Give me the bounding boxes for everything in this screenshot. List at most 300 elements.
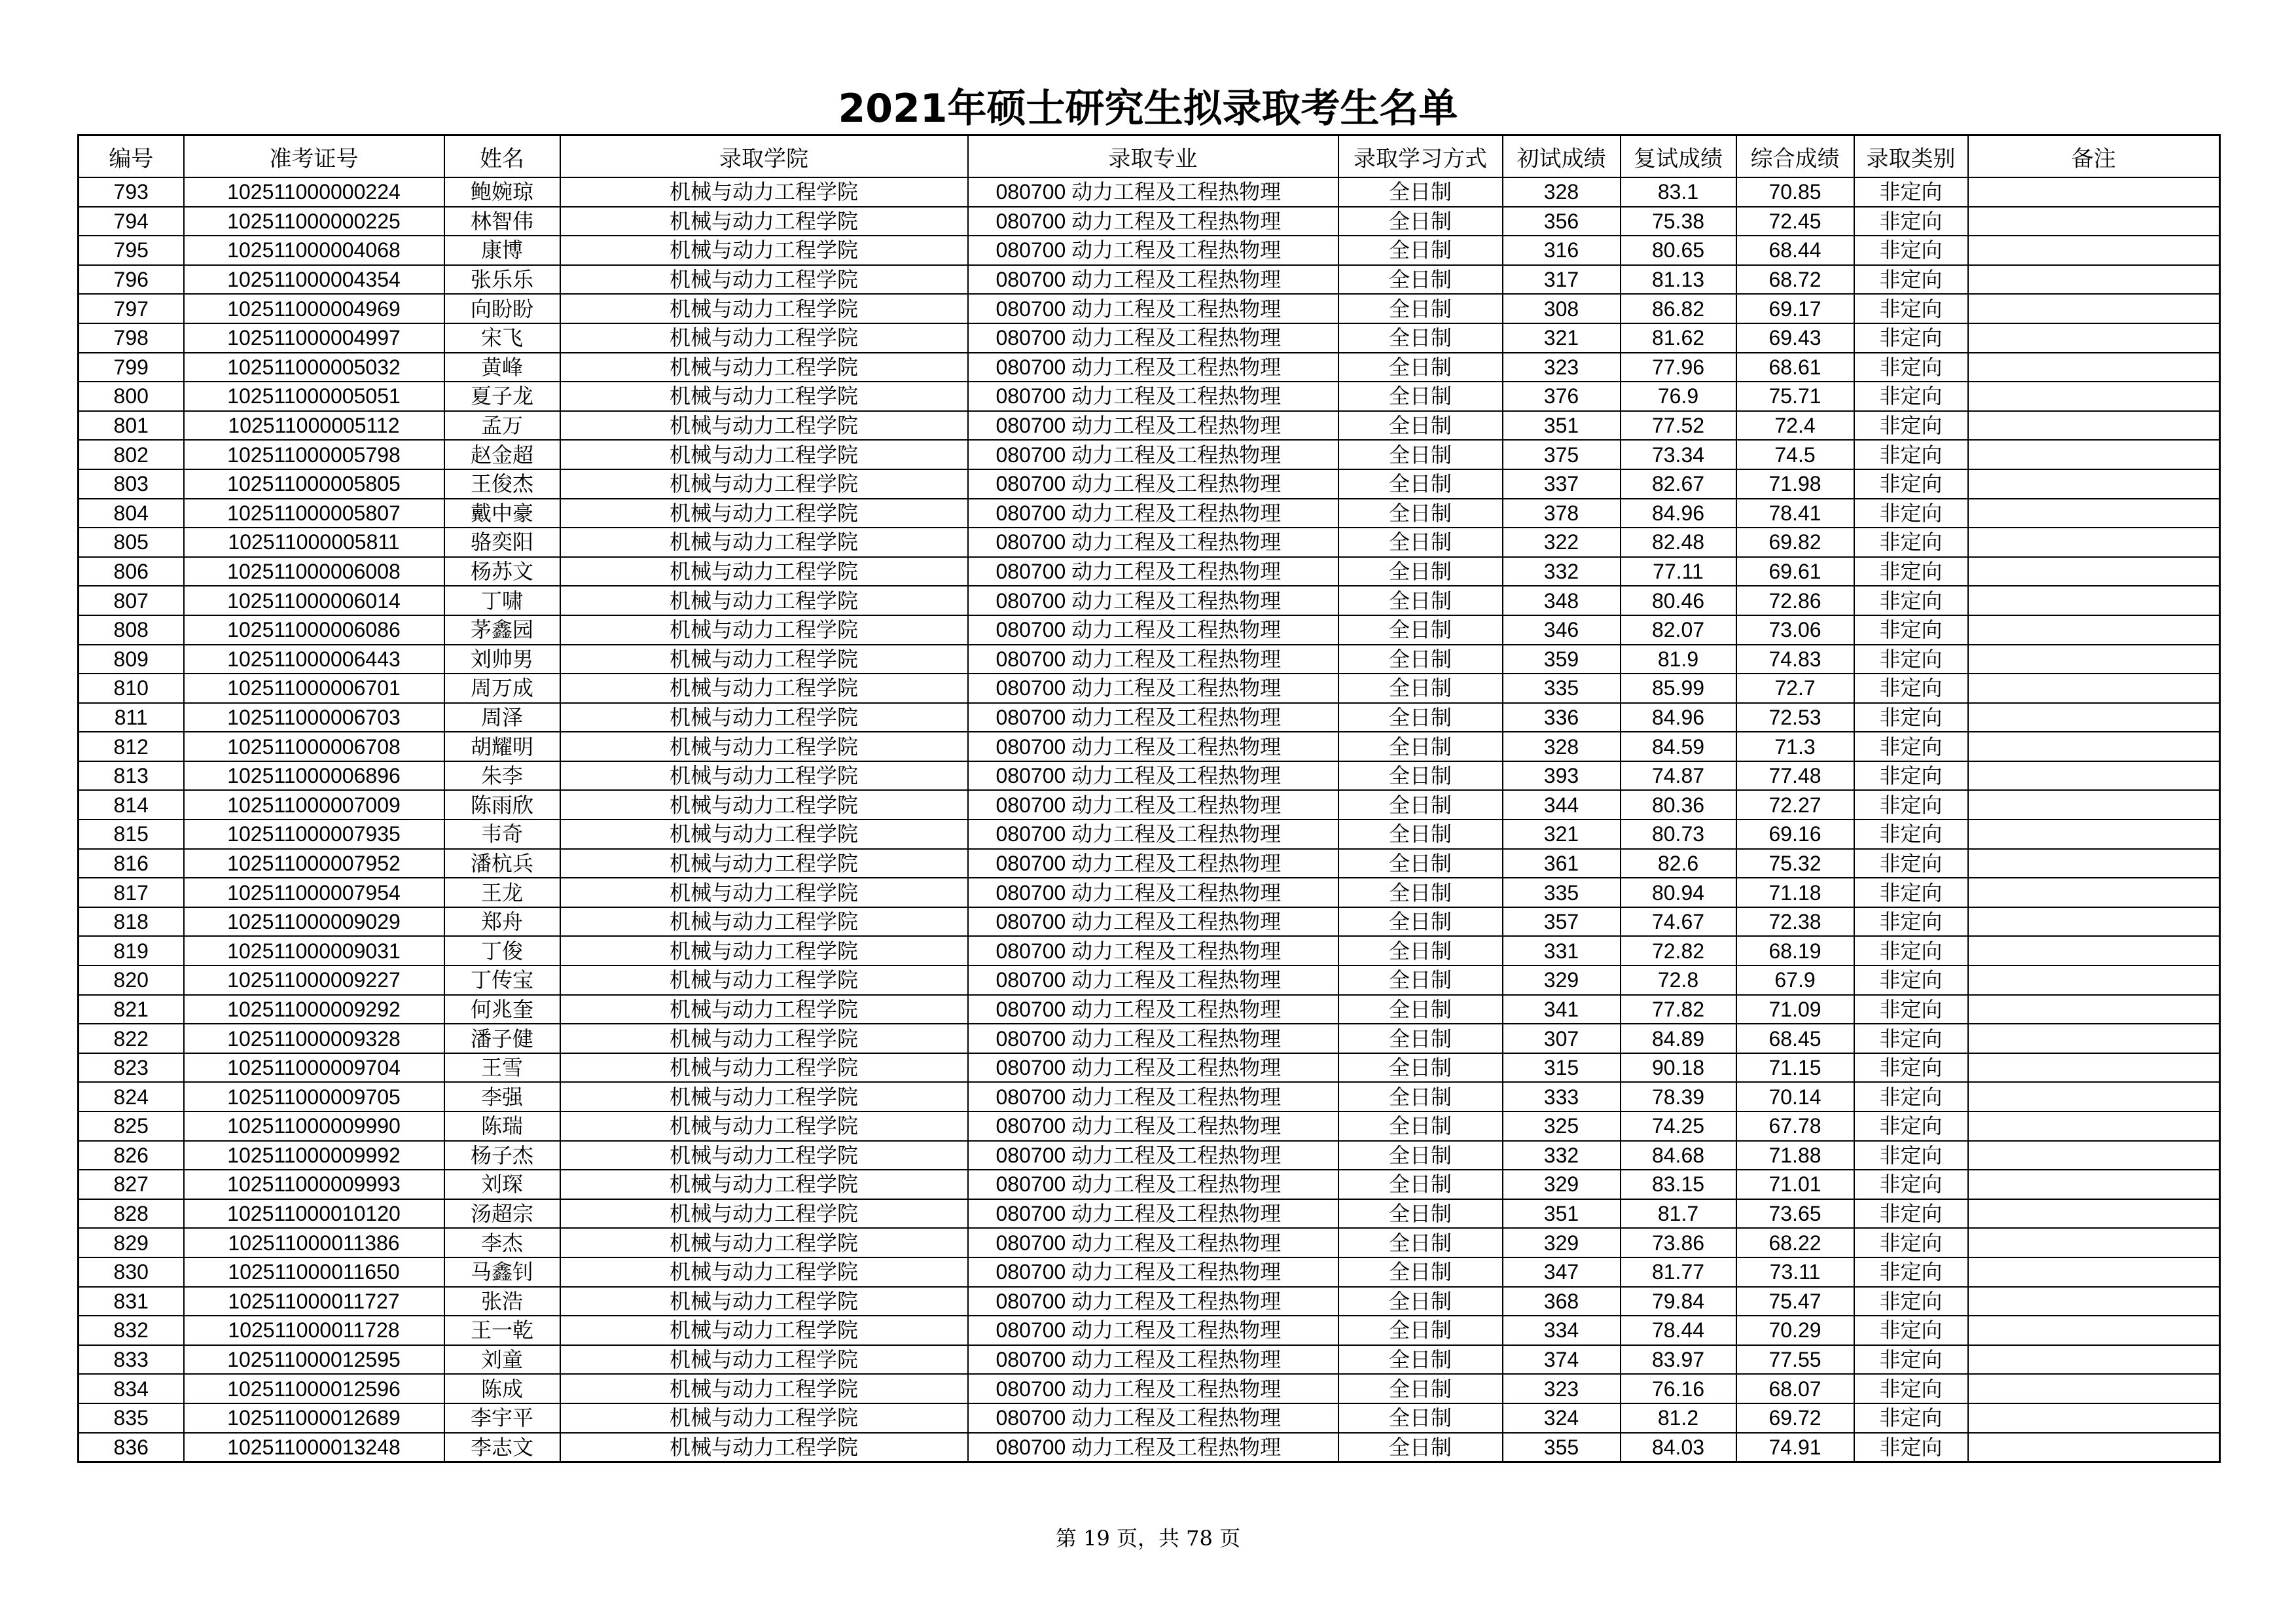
cell-category: 非定向 <box>1854 1199 1968 1229</box>
cell-exam-id: 102511000005051 <box>184 382 444 411</box>
major-code: 080700 <box>996 501 1066 525</box>
cell-total-score: 71.18 <box>1736 878 1854 907</box>
cell-total-score: 70.29 <box>1736 1316 1854 1345</box>
cell-number: 795 <box>79 236 184 265</box>
cell-total-score: 75.71 <box>1736 382 1854 411</box>
cell-exam-id: 102511000004068 <box>184 236 444 265</box>
cell-college: 机械与动力工程学院 <box>560 177 968 207</box>
cell-category: 非定向 <box>1854 1082 1968 1111</box>
cell-number: 816 <box>79 849 184 878</box>
cell-study-mode: 全日制 <box>1338 177 1503 207</box>
cell-exam-id: 102511000006014 <box>184 586 444 615</box>
cell-total-score: 72.7 <box>1736 674 1854 703</box>
cell-study-mode: 全日制 <box>1338 1053 1503 1083</box>
cell-initial-score: 334 <box>1503 1316 1621 1345</box>
cell-number: 825 <box>79 1111 184 1141</box>
cell-major <box>968 353 1338 382</box>
cell-total-score: 69.61 <box>1736 557 1854 586</box>
cell-category: 非定向 <box>1854 177 1968 207</box>
cell-remarks <box>1968 1199 2220 1229</box>
cell-major <box>968 761 1338 791</box>
cell-study-mode: 全日制 <box>1338 907 1503 937</box>
cell-category: 非定向 <box>1854 1374 1968 1403</box>
table-row <box>79 1111 2220 1141</box>
cell-category: 非定向 <box>1854 1053 1968 1083</box>
cell-exam-id: 102511000006086 <box>184 615 444 645</box>
cell-major <box>968 236 1338 265</box>
major-name: 动力工程及工程热物理 <box>1071 763 1282 789</box>
table-row <box>79 1053 2220 1083</box>
cell-name: 骆奕阳 <box>444 528 560 557</box>
cell-category: 非定向 <box>1854 353 1968 382</box>
cell-retest-score: 83.1 <box>1621 177 1736 207</box>
cell-total-score: 72.27 <box>1736 790 1854 820</box>
major-name: 动力工程及工程热物理 <box>1071 850 1282 876</box>
cell-remarks <box>1968 703 2220 732</box>
cell-total-score: 68.07 <box>1736 1374 1854 1403</box>
cell-name: 胡耀明 <box>444 732 560 761</box>
cell-exam-id: 102511000000225 <box>184 207 444 236</box>
major-name: 动力工程及工程热物理 <box>1071 442 1282 467</box>
cell-college: 机械与动力工程学院 <box>560 907 968 937</box>
major-name: 动力工程及工程热物理 <box>1071 530 1282 555</box>
col-header-total-score: 综合成绩 <box>1736 135 1854 178</box>
major-code: 080700 <box>996 297 1066 321</box>
cell-name: 王龙 <box>444 878 560 907</box>
cell-retest-score: 77.82 <box>1621 995 1736 1024</box>
major-code: 080700 <box>996 822 1066 846</box>
cell-remarks <box>1968 586 2220 615</box>
cell-remarks <box>1968 674 2220 703</box>
cell-name: 潘杭兵 <box>444 849 560 878</box>
major-name: 动力工程及工程热物理 <box>1071 1026 1282 1051</box>
cell-category: 非定向 <box>1854 499 1968 528</box>
cell-college: 机械与动力工程学院 <box>560 674 968 703</box>
cell-exam-id: 102511000006896 <box>184 761 444 791</box>
cell-category: 非定向 <box>1854 849 1968 878</box>
cell-number: 797 <box>79 294 184 323</box>
cell-remarks <box>1968 382 2220 411</box>
cell-college: 机械与动力工程学院 <box>560 1199 968 1229</box>
table-row <box>79 849 2220 878</box>
cell-major <box>968 645 1338 674</box>
col-header-retest-score: 复试成绩 <box>1621 135 1736 178</box>
cell-study-mode: 全日制 <box>1338 615 1503 645</box>
cell-study-mode: 全日制 <box>1338 382 1503 411</box>
cell-name: 韦奇 <box>444 820 560 849</box>
cell-initial-score: 374 <box>1503 1345 1621 1375</box>
table-body <box>79 177 2220 1462</box>
cell-college: 机械与动力工程学院 <box>560 645 968 674</box>
cell-name: 杨苏文 <box>444 557 560 586</box>
cell-exam-id: 102511000009029 <box>184 907 444 937</box>
cell-remarks <box>1968 353 2220 382</box>
cell-total-score: 74.83 <box>1736 645 1854 674</box>
table-row <box>79 761 2220 791</box>
cell-study-mode: 全日制 <box>1338 1374 1503 1403</box>
cell-study-mode: 全日制 <box>1338 207 1503 236</box>
major-name: 动力工程及工程热物理 <box>1071 1084 1282 1110</box>
major-code: 080700 <box>996 1172 1066 1197</box>
major-code: 080700 <box>996 1260 1066 1284</box>
cell-college: 机械与动力工程学院 <box>560 1111 968 1141</box>
cell-number: 827 <box>79 1170 184 1199</box>
cell-study-mode: 全日制 <box>1338 790 1503 820</box>
cell-initial-score: 325 <box>1503 1111 1621 1141</box>
cell-college: 机械与动力工程学院 <box>560 323 968 353</box>
cell-name: 鲍婉琼 <box>444 177 560 207</box>
cell-college: 机械与动力工程学院 <box>560 615 968 645</box>
cell-number: 796 <box>79 265 184 295</box>
cell-name: 茅鑫园 <box>444 615 560 645</box>
cell-college: 机械与动力工程学院 <box>560 207 968 236</box>
col-header-college: 录取学院 <box>560 135 968 178</box>
major-code: 080700 <box>996 1085 1066 1109</box>
cell-category: 非定向 <box>1854 703 1968 732</box>
cell-name: 王一乾 <box>444 1316 560 1345</box>
cell-category: 非定向 <box>1854 323 1968 353</box>
cell-college: 机械与动力工程学院 <box>560 469 968 499</box>
cell-initial-score: 393 <box>1503 761 1621 791</box>
major-code: 080700 <box>996 268 1066 292</box>
cell-major <box>968 1170 1338 1199</box>
major-name: 动力工程及工程热物理 <box>1071 559 1282 585</box>
cell-total-score: 68.72 <box>1736 265 1854 295</box>
cell-retest-score: 77.11 <box>1621 557 1736 586</box>
cell-remarks <box>1968 995 2220 1024</box>
cell-initial-score: 361 <box>1503 849 1621 878</box>
major-name: 动力工程及工程热物理 <box>1071 1172 1282 1197</box>
cell-college: 机械与动力工程学院 <box>560 820 968 849</box>
cell-remarks <box>1968 790 2220 820</box>
table-row <box>79 820 2220 849</box>
major-code: 080700 <box>996 997 1066 1021</box>
major-name: 动力工程及工程热物理 <box>1071 1201 1282 1227</box>
cell-college: 机械与动力工程学院 <box>560 965 968 995</box>
cell-exam-id: 102511000009990 <box>184 1111 444 1141</box>
cell-study-mode: 全日制 <box>1338 236 1503 265</box>
major-name: 动力工程及工程热物理 <box>1071 617 1282 643</box>
cell-category: 非定向 <box>1854 586 1968 615</box>
cell-initial-score: 357 <box>1503 907 1621 937</box>
cell-total-score: 75.32 <box>1736 849 1854 878</box>
cell-remarks <box>1968 1287 2220 1316</box>
cell-exam-id: 102511000000224 <box>184 177 444 207</box>
cell-study-mode: 全日制 <box>1338 411 1503 441</box>
cell-college: 机械与动力工程学院 <box>560 382 968 411</box>
major-name: 动力工程及工程热物理 <box>1071 646 1282 672</box>
cell-major <box>968 1199 1338 1229</box>
cell-remarks <box>1968 294 2220 323</box>
cell-retest-score: 85.99 <box>1621 674 1736 703</box>
cell-exam-id: 102511000005811 <box>184 528 444 557</box>
major-code: 080700 <box>996 1026 1066 1051</box>
cell-total-score: 72.53 <box>1736 703 1854 732</box>
cell-exam-id: 102511000006708 <box>184 732 444 761</box>
cell-total-score: 70.85 <box>1736 177 1854 207</box>
cell-total-score: 71.15 <box>1736 1053 1854 1083</box>
cell-initial-score: 321 <box>1503 820 1621 849</box>
cell-study-mode: 全日制 <box>1338 1433 1503 1462</box>
cell-study-mode: 全日制 <box>1338 1403 1503 1433</box>
admission-table <box>77 134 2221 1463</box>
table-row <box>79 1082 2220 1111</box>
cell-number: 823 <box>79 1053 184 1083</box>
cell-name: 李宇平 <box>444 1403 560 1433</box>
cell-exam-id: 102511000006443 <box>184 645 444 674</box>
cell-number: 793 <box>79 177 184 207</box>
table-row <box>79 645 2220 674</box>
cell-study-mode: 全日制 <box>1338 1287 1503 1316</box>
cell-study-mode: 全日制 <box>1338 1228 1503 1257</box>
cell-major <box>968 1024 1338 1053</box>
cell-major <box>968 382 1338 411</box>
cell-major <box>968 965 1338 995</box>
cell-remarks <box>1968 878 2220 907</box>
cell-retest-score: 74.87 <box>1621 761 1736 791</box>
cell-name: 孟万 <box>444 411 560 441</box>
cell-retest-score: 80.94 <box>1621 878 1736 907</box>
cell-initial-score: 332 <box>1503 1141 1621 1170</box>
major-code: 080700 <box>996 1114 1066 1138</box>
cell-total-score: 71.98 <box>1736 469 1854 499</box>
cell-study-mode: 全日制 <box>1338 849 1503 878</box>
cell-study-mode: 全日制 <box>1338 936 1503 965</box>
footer-current-page: 19 <box>1083 1526 1110 1551</box>
cell-initial-score: 324 <box>1503 1403 1621 1433</box>
cell-category: 非定向 <box>1854 382 1968 411</box>
cell-retest-score: 76.16 <box>1621 1374 1736 1403</box>
cell-study-mode: 全日制 <box>1338 557 1503 586</box>
table-header-row <box>79 135 2220 178</box>
cell-initial-score: 332 <box>1503 557 1621 586</box>
cell-major <box>968 820 1338 849</box>
cell-category: 非定向 <box>1854 440 1968 469</box>
cell-exam-id: 102511000004969 <box>184 294 444 323</box>
major-name: 动力工程及工程热物理 <box>1071 1055 1282 1081</box>
cell-study-mode: 全日制 <box>1338 995 1503 1024</box>
cell-study-mode: 全日制 <box>1338 645 1503 674</box>
major-code: 080700 <box>996 851 1066 875</box>
cell-remarks <box>1968 1170 2220 1199</box>
cell-retest-score: 72.82 <box>1621 936 1736 965</box>
cell-number: 811 <box>79 703 184 732</box>
cell-exam-id: 102511000011727 <box>184 1287 444 1316</box>
col-header-exam-id: 准考证号 <box>184 135 444 178</box>
cell-exam-id: 102511000009328 <box>184 1024 444 1053</box>
cell-remarks <box>1968 528 2220 557</box>
cell-number: 822 <box>79 1024 184 1053</box>
table-row <box>79 177 2220 207</box>
cell-college: 机械与动力工程学院 <box>560 878 968 907</box>
cell-remarks <box>1968 1403 2220 1433</box>
cell-name: 刘琛 <box>444 1170 560 1199</box>
cell-category: 非定向 <box>1854 1228 1968 1257</box>
table-row <box>79 528 2220 557</box>
cell-college: 机械与动力工程学院 <box>560 1024 968 1053</box>
cell-initial-score: 323 <box>1503 1374 1621 1403</box>
table-row <box>79 995 2220 1024</box>
major-code: 080700 <box>996 442 1066 467</box>
major-name: 动力工程及工程热物理 <box>1071 296 1282 321</box>
major-name: 动力工程及工程热物理 <box>1071 1113 1282 1139</box>
cell-category: 非定向 <box>1854 1403 1968 1433</box>
cell-retest-score: 80.73 <box>1621 820 1736 849</box>
cell-total-score: 69.16 <box>1736 820 1854 849</box>
major-code: 080700 <box>996 1318 1066 1343</box>
cell-number: 803 <box>79 469 184 499</box>
cell-name: 丁俊 <box>444 936 560 965</box>
major-name: 动力工程及工程热物理 <box>1071 238 1282 263</box>
cell-total-score: 71.88 <box>1736 1141 1854 1170</box>
cell-major <box>968 1316 1338 1345</box>
cell-college: 机械与动力工程学院 <box>560 265 968 295</box>
cell-total-score: 67.9 <box>1736 965 1854 995</box>
cell-college: 机械与动力工程学院 <box>560 849 968 878</box>
cell-number: 832 <box>79 1316 184 1345</box>
cell-remarks <box>1968 907 2220 937</box>
table-row <box>79 586 2220 615</box>
cell-retest-score: 82.67 <box>1621 469 1736 499</box>
cell-initial-score: 351 <box>1503 411 1621 441</box>
cell-category: 非定向 <box>1854 732 1968 761</box>
cell-study-mode: 全日制 <box>1338 703 1503 732</box>
cell-number: 817 <box>79 878 184 907</box>
cell-retest-score: 77.96 <box>1621 353 1736 382</box>
cell-initial-score: 321 <box>1503 323 1621 353</box>
cell-name: 朱李 <box>444 761 560 791</box>
cell-major <box>968 849 1338 878</box>
cell-total-score: 68.19 <box>1736 936 1854 965</box>
cell-name: 刘帅男 <box>444 645 560 674</box>
cell-remarks <box>1968 1433 2220 1462</box>
table-row <box>79 1433 2220 1462</box>
cell-study-mode: 全日制 <box>1338 1257 1503 1287</box>
cell-category: 非定向 <box>1854 528 1968 557</box>
cell-retest-score: 73.34 <box>1621 440 1736 469</box>
cell-retest-score: 83.97 <box>1621 1345 1736 1375</box>
major-code: 080700 <box>996 238 1066 262</box>
cell-major <box>968 1287 1338 1316</box>
cell-name: 王雪 <box>444 1053 560 1083</box>
cell-total-score: 70.14 <box>1736 1082 1854 1111</box>
cell-initial-score: 328 <box>1503 177 1621 207</box>
cell-name: 周泽 <box>444 703 560 732</box>
cell-major <box>968 265 1338 295</box>
table-row <box>79 382 2220 411</box>
cell-number: 821 <box>79 995 184 1024</box>
cell-exam-id: 102511000005805 <box>184 469 444 499</box>
table-row <box>79 732 2220 761</box>
cell-number: 801 <box>79 411 184 441</box>
cell-exam-id: 102511000004354 <box>184 265 444 295</box>
cell-total-score: 72.86 <box>1736 586 1854 615</box>
cell-exam-id: 102511000009992 <box>184 1141 444 1170</box>
cell-category: 非定向 <box>1854 207 1968 236</box>
cell-retest-score: 75.38 <box>1621 207 1736 236</box>
cell-retest-score: 73.86 <box>1621 1228 1736 1257</box>
cell-major <box>968 790 1338 820</box>
cell-initial-score: 376 <box>1503 382 1621 411</box>
cell-retest-score: 81.62 <box>1621 323 1736 353</box>
cell-college: 机械与动力工程学院 <box>560 557 968 586</box>
cell-initial-score: 359 <box>1503 645 1621 674</box>
cell-major <box>968 557 1338 586</box>
cell-number: 834 <box>79 1374 184 1403</box>
cell-study-mode: 全日制 <box>1338 353 1503 382</box>
cell-retest-score: 81.7 <box>1621 1199 1736 1229</box>
cell-total-score: 77.48 <box>1736 761 1854 791</box>
cell-total-score: 77.55 <box>1736 1345 1854 1375</box>
table-row <box>79 323 2220 353</box>
cell-study-mode: 全日制 <box>1338 1170 1503 1199</box>
cell-study-mode: 全日制 <box>1338 440 1503 469</box>
cell-initial-score: 348 <box>1503 586 1621 615</box>
cell-college: 机械与动力工程学院 <box>560 499 968 528</box>
major-code: 080700 <box>996 1056 1066 1080</box>
table-row <box>79 469 2220 499</box>
cell-exam-id: 102511000005112 <box>184 411 444 441</box>
table-row <box>79 1316 2220 1345</box>
major-name: 动力工程及工程热物理 <box>1071 208 1282 234</box>
cell-major <box>968 411 1338 441</box>
cell-initial-score: 316 <box>1503 236 1621 265</box>
cell-number: 802 <box>79 440 184 469</box>
cell-study-mode: 全日制 <box>1338 674 1503 703</box>
cell-major <box>968 615 1338 645</box>
cell-category: 非定向 <box>1854 761 1968 791</box>
cell-retest-score: 84.03 <box>1621 1433 1736 1462</box>
cell-major <box>968 703 1338 732</box>
major-code: 080700 <box>996 384 1066 408</box>
table-row <box>79 557 2220 586</box>
cell-initial-score: 329 <box>1503 1170 1621 1199</box>
cell-study-mode: 全日制 <box>1338 732 1503 761</box>
major-code: 080700 <box>996 1435 1066 1459</box>
cell-number: 833 <box>79 1345 184 1375</box>
cell-study-mode: 全日制 <box>1338 586 1503 615</box>
cell-number: 794 <box>79 207 184 236</box>
cell-category: 非定向 <box>1854 1111 1968 1141</box>
cell-study-mode: 全日制 <box>1338 1316 1503 1345</box>
cell-exam-id: 102511000012596 <box>184 1374 444 1403</box>
cell-major <box>968 586 1338 615</box>
cell-retest-score: 80.46 <box>1621 586 1736 615</box>
cell-college: 机械与动力工程学院 <box>560 1141 968 1170</box>
cell-college: 机械与动力工程学院 <box>560 790 968 820</box>
cell-college: 机械与动力工程学院 <box>560 732 968 761</box>
cell-initial-score: 317 <box>1503 265 1621 295</box>
cell-category: 非定向 <box>1854 995 1968 1024</box>
cell-major <box>968 1053 1338 1083</box>
cell-name: 向盼盼 <box>444 294 560 323</box>
cell-initial-score: 308 <box>1503 294 1621 323</box>
cell-college: 机械与动力工程学院 <box>560 1374 968 1403</box>
cell-total-score: 73.65 <box>1736 1199 1854 1229</box>
table-row <box>79 207 2220 236</box>
cell-retest-score: 81.77 <box>1621 1257 1736 1287</box>
cell-major <box>968 1228 1338 1257</box>
cell-remarks <box>1968 207 2220 236</box>
cell-initial-score: 329 <box>1503 1228 1621 1257</box>
cell-remarks <box>1968 732 2220 761</box>
major-code: 080700 <box>996 560 1066 584</box>
cell-name: 张浩 <box>444 1287 560 1316</box>
cell-major <box>968 995 1338 1024</box>
cell-remarks <box>1968 849 2220 878</box>
table-row <box>79 1257 2220 1287</box>
cell-retest-score: 84.68 <box>1621 1141 1736 1170</box>
